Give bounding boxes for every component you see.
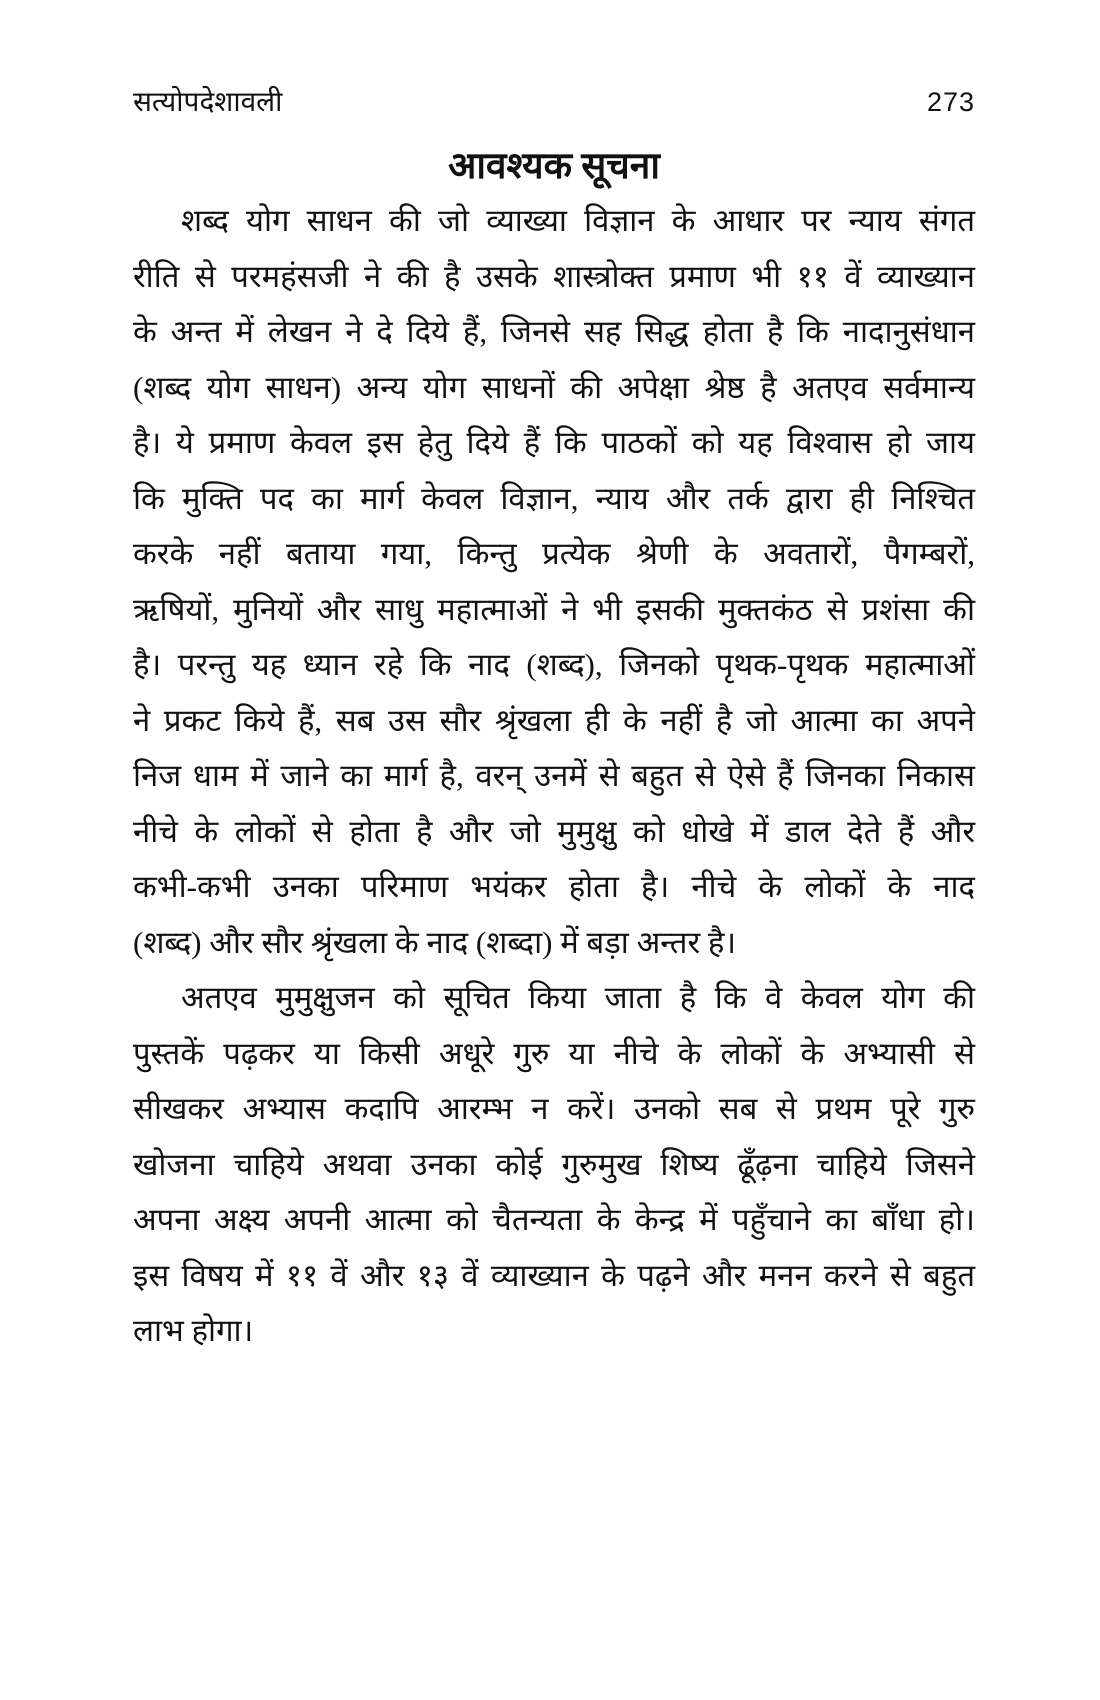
book-page (133, 86, 975, 1359)
text-line: कभी-कभी उनका परिमाण भयंकर होता है। नीचे के लोकों के नाद (133, 869, 975, 904)
text-line: अपना अक्ष्य अपनी आत्मा को चैतन्यता के केन्द्र में पहुँचाने का बाँधा हो। (133, 1202, 975, 1237)
text-line: (शब्द) और सौर श्रृंखला के नाद (शब्दा) में बड़ा अन्तर है। (133, 924, 737, 960)
text-line: अतएव मुमुक्षुजन को सूचित किया जाता है कि वे केवल योग की (181, 980, 975, 1015)
text-line: निज धाम में जाने का मार्ग है, वरन् उनमें से बहुत से ऐसे हैं जिनका निकास (133, 758, 975, 793)
text-line: नीचे के लोकों से होता है और जो मुमुक्षु को धोखे में डाल देते हैं और (133, 813, 975, 849)
text-line: है। ये प्रमाण केवल इस हेतु दिये हैं कि पाठकों को यह विश्वास हो जाय (133, 425, 975, 460)
text-line: खोजना चाहिये अथवा उनका कोई गुरुमुख शिष्य ढूँढ़ना चाहिये जिसने (133, 1146, 975, 1182)
text-line: करके नहीं बताया गया, किन्तु प्रत्येक श्रेणी के अवतारों, पैगम्बरों, (133, 536, 975, 571)
page-header (133, 86, 975, 119)
body-text (133, 193, 975, 1359)
text-line: ने प्रकट किये हैं, सब उस सौर श्रृंखला ही के नहीं है जो आत्मा का अपने (133, 702, 975, 738)
text-line: शब्द योग साधन की जो व्याख्या विज्ञान के आधार पर न्याय संगत (181, 203, 975, 238)
text-line: कि मुक्ति पद का मार्ग केवल विज्ञान, न्याय और तर्क द्वारा ही निश्चित (133, 480, 975, 516)
text-line: लाभ होगा। (133, 1313, 254, 1348)
paragraph (133, 193, 975, 970)
text-line: इस विषय में ११ वें और १३ वें व्याख्यान के पढ़ने और मनन करने से बहुत (133, 1257, 975, 1293)
text-line: के अन्त में लेखन ने दे दिये हैं, जिनसे सह सिद्ध होता है कि नादानुसंधान (133, 314, 975, 349)
text-line: रीति से परमहंसजी ने की है उसके शास्त्रोक्त प्रमाण भी ११ वें व्याख्यान (133, 258, 975, 294)
text-line: पुस्तकें पढ़कर या किसी अधूरे गुरु या नीचे के लोकों के अभ्यासी से (133, 1035, 975, 1071)
text-line: (शब्द योग साधन) अन्य योग साधनों की अपेक्षा श्रेष्ठ है अतएव सर्वमान्य (133, 369, 975, 405)
page-number: 273 (926, 87, 975, 117)
notice-title: आवश्यक सूचना (448, 146, 660, 187)
text-line: सीखकर अभ्यास कदापि आरम्भ न करें। उनको सब से प्रथम पूरे गुरु (133, 1091, 975, 1126)
text-line: ऋषियों, मुनियों और साधु महात्माओं ने भी इसकी मुक्तकंठ से प्रशंसा की (133, 591, 975, 627)
paragraph (133, 970, 975, 1359)
text-line: है। परन्तु यह ध्यान रहे कि नाद (शब्द), जिनको पृथक-पृथक महात्माओं (133, 647, 975, 682)
book-title: सत्योपदेशावली (133, 87, 283, 118)
